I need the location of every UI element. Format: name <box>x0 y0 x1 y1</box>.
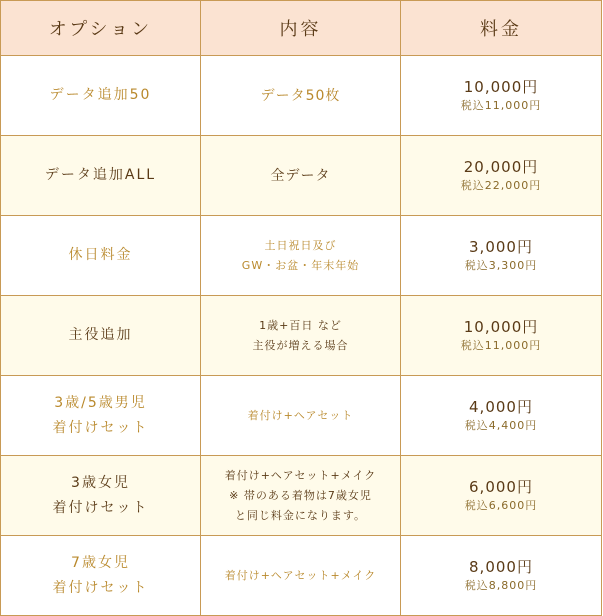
table-row <box>1 216 602 296</box>
content-text: 着付け+ヘアセット <box>247 408 354 422</box>
price-tax-included: 税込22,000円 <box>460 178 542 192</box>
price-cell <box>401 456 602 536</box>
price-cell <box>401 296 602 376</box>
table-row <box>1 376 602 456</box>
price-value: 10,000円 <box>463 317 539 336</box>
option-name-cell <box>1 296 201 376</box>
header-content: 内容 <box>201 1 401 56</box>
option-name-cell <box>1 56 201 136</box>
header-price: 料金 <box>401 1 602 56</box>
option-name: 3歳/5歳男児 <box>54 394 147 411</box>
price-tax-included: 税込11,000円 <box>460 98 542 112</box>
option-name-cell <box>1 216 201 296</box>
option-name: データ追加50 <box>49 87 152 103</box>
table-row <box>1 136 602 216</box>
option-name: 着付けセット <box>52 579 149 596</box>
price-cell <box>401 376 602 456</box>
table-row <box>1 536 602 616</box>
price-tax-included: 税込6,600円 <box>464 498 538 512</box>
content-text: 着付け+ヘアセット+メイク <box>224 568 377 582</box>
price-tax-included: 税込11,000円 <box>460 338 542 352</box>
option-name: データ追加ALL <box>44 167 157 183</box>
header-option: オプション <box>1 1 201 56</box>
table-row <box>1 296 602 376</box>
price-cell <box>401 56 602 136</box>
content-text: GW・お盆・年末年始 <box>241 258 360 272</box>
content-text: 主役が増える場合 <box>252 338 349 352</box>
content-cell <box>201 536 401 616</box>
content-cell <box>201 216 401 296</box>
price-value: 10,000円 <box>463 77 539 96</box>
price-tax-included: 税込3,300円 <box>464 258 538 272</box>
price-value: 3,000円 <box>469 237 533 256</box>
option-name: 主役追加 <box>68 327 133 343</box>
content-text: データ50枚 <box>260 87 341 104</box>
content-text: 1歳+百日 など <box>259 318 342 332</box>
content-text: 着付け+ヘアセット+メイク <box>224 468 377 482</box>
content-text: 全データ <box>270 167 331 184</box>
price-cell <box>401 536 602 616</box>
table-row <box>1 456 602 536</box>
content-cell <box>201 296 401 376</box>
option-name-cell <box>1 136 201 216</box>
price-value: 4,000円 <box>469 397 533 416</box>
price-value: 20,000円 <box>463 157 539 176</box>
price-cell <box>401 136 602 216</box>
table-header-row <box>1 1 602 56</box>
price-tax-included: 税込8,800円 <box>464 578 538 592</box>
option-name-cell <box>1 376 201 456</box>
option-name-cell <box>1 536 201 616</box>
price-tax-included: 税込4,400円 <box>464 418 538 432</box>
option-name: 3歳女児 <box>71 474 130 491</box>
option-name-cell <box>1 456 201 536</box>
option-name: 着付けセット <box>52 419 149 436</box>
content-text: ※ 帯のある着物は7歳女児 <box>229 488 372 502</box>
content-cell <box>201 456 401 536</box>
content-text: と同じ料金になります。 <box>234 508 367 522</box>
content-text: 土日祝日及び <box>264 238 337 252</box>
content-cell <box>201 376 401 456</box>
price-value: 6,000円 <box>469 477 533 496</box>
content-cell <box>201 56 401 136</box>
table-row <box>1 56 602 136</box>
option-name: 休日料金 <box>68 247 133 263</box>
price-value: 8,000円 <box>469 557 533 576</box>
price-cell <box>401 216 602 296</box>
content-cell <box>201 136 401 216</box>
option-name: 着付けセット <box>52 499 149 516</box>
option-name: 7歳女児 <box>71 554 130 571</box>
